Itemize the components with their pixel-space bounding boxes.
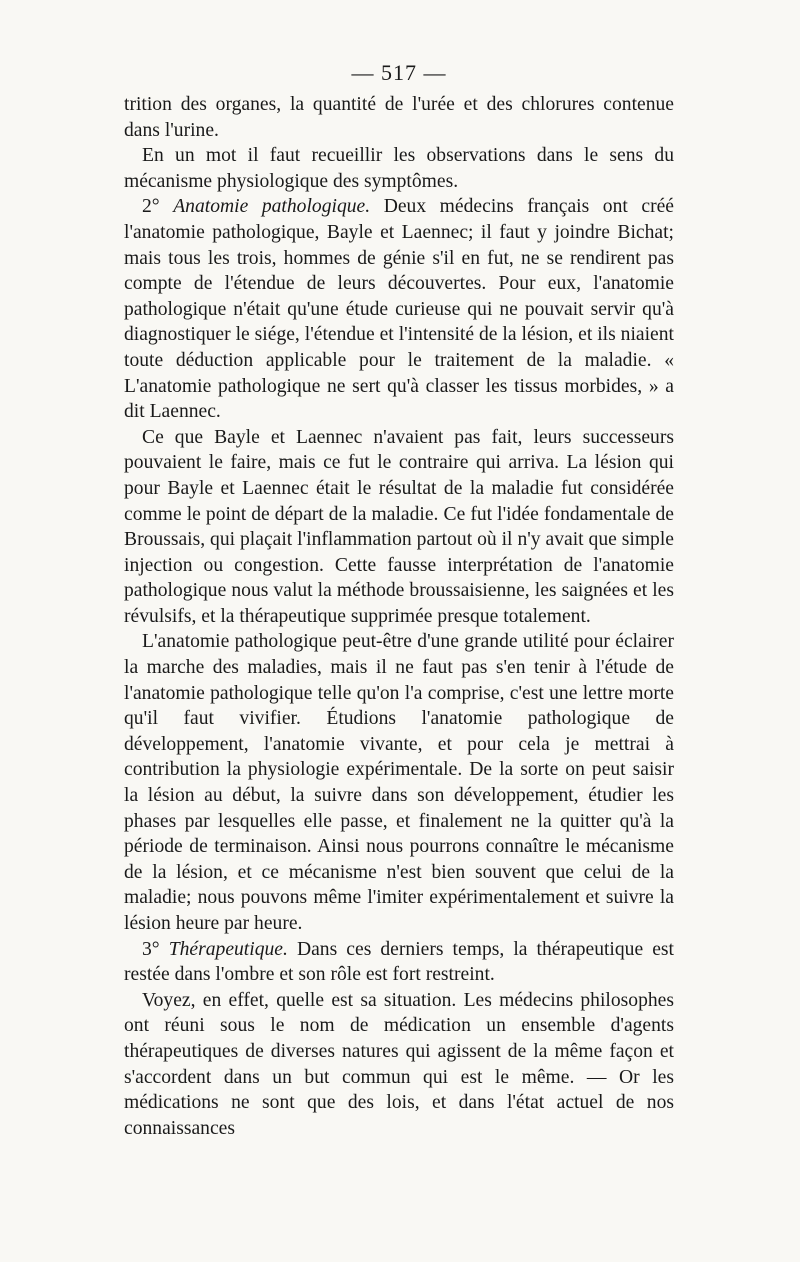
paragraph-2: [124, 143, 674, 194]
paragraph-5: [124, 629, 674, 936]
paragraph-therapeutique: [124, 937, 674, 988]
section-heading-anatomie: Anatomie pathologique.: [173, 196, 371, 218]
paragraph-2-text: En un mot il faut recueillir les observations dans le sens du mécanisme physiologique des symptômes.: [124, 145, 674, 192]
paragraph-1: [124, 92, 674, 143]
paragraph-1-text: trition des organes, la quantité de l'urée et des chlorures contenue dans l'urine.: [124, 94, 674, 141]
paragraph-4: [124, 425, 674, 630]
paragraph-5-text: L'anatomie pathologique peut-être d'une grande utilité pour éclairer la marche des maladies, mais il ne faut pas s'en tenir à l'étude de l'anatomie pathologique telle qu'on l'a comprise, c'est une lettre morte qu'il faut vivifier. Étudions l'anatomie pathologique de développement, l'anatomie vivante, et pour cela je mettrai à contribution la physiologie expérimentale. De la sorte on peut saisir la lésion au début, la suivre dans son développement, étudier les phases par lesquelles elle passe, et finalement ne la quitter qu'à la période de terminaison. Ainsi nous pourrons connaître le mécanisme de la lésion, et ce mécanisme n'est bien souvent que celui de la maladie; nous pouvons même l'imiter expérimentalement et suivre la lésion heure par heure.: [124, 631, 674, 934]
paragraph-therapeutique-text: Dans ces derniers temps, la thérapeutique est restée dans l'ombre et son rôle est fort restreint.: [124, 938, 674, 986]
paragraph-7-text: Voyez, en effet, quelle est sa situation. Les médecins philosophes ont réuni sous le nom de médication un ensemble d'agents thérapeutiques de diverses natures qui agissent de la même façon et s'accordent dans un but commun qui est le même. — Or les médications ne sont que des lois, et dans l'état actuel de nos connaissances: [124, 989, 674, 1139]
paragraph-anatomie: [124, 194, 674, 424]
page-number: — 517 —: [351, 60, 447, 85]
section-heading-therapeutique: Thérapeutique.: [168, 938, 288, 960]
paragraph-4-text: Ce que Bayle et Laennec n'avaient pas fait, leurs successeurs pouvaient le faire, mais ce fut le contraire qui arriva. La lésion qui pour Bayle et Laennec était le résultat de la maladie fut considérée comme le point de départ de la maladie. Ce fut l'idée fondamentale de Broussais, qui plaçait l'inflammation partout où il n'y avait que simple injection ou congestion. Cette fausse interprétation de l'anatomie pathologique nous valut la méthode broussaisienne, les saignées et les révulsifs, et la thérapeutique supprimée presque totalement.: [124, 426, 674, 627]
paragraph-7: [124, 988, 674, 1142]
section-number-3: 3°: [142, 938, 169, 960]
book-page: [124, 58, 674, 1141]
section-number-2: 2°: [142, 196, 174, 218]
paragraph-anatomie-text: Deux médecins français ont créé l'anatomie pathologique, Bayle et Laennec; il faut y joindre Bichat; mais tous les trois, hommes de génie s'il en fut, ne se rendirent pas compte de l'étendue de leurs découvertes. Pour eux, l'anatomie pathologique n'était qu'une étude curieuse qui ne pouvait servir qu'à diagnostiquer le siége, l'étendue et l'intensité de la lésion, et ils niaient toute déduction applicable pour le traitement de la maladie. « L'anatomie pathologique ne sert qu'à classer les tissus morbides, » a dit Laennec.: [124, 196, 674, 423]
